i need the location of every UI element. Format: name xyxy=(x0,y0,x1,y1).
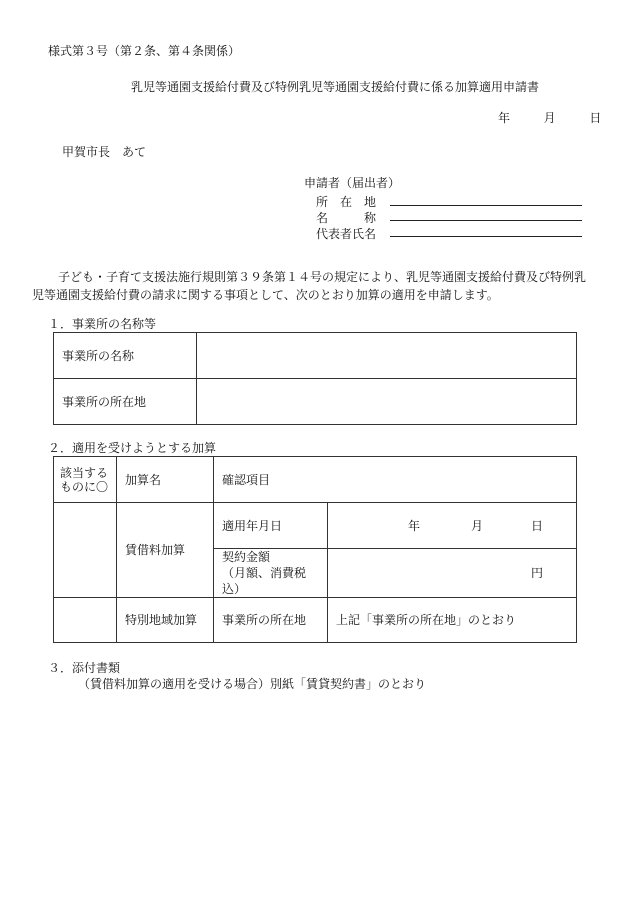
rent-amount-label xyxy=(214,549,328,598)
rent-amount-label-1: 契約金額 xyxy=(222,550,271,564)
table-row xyxy=(54,379,577,425)
rent-applicable-cell[interactable] xyxy=(54,503,117,598)
applicant-rep-label: 代表者氏名 xyxy=(316,227,377,241)
rent-date-field[interactable] xyxy=(328,503,577,549)
rent-month: 月 xyxy=(471,518,484,533)
rent-amount-label-2: （月額、消費税込） xyxy=(222,566,307,596)
col-check-header: 確認項目 xyxy=(214,457,577,503)
body-paragraph: 子ども・子育て支援法施行規則第３９条第１４号の規定により、乳児等通園支援給付費及び特例乳児等通園支援給付費の請求に関する事項として、次のとおり加算の適用を申請します。 xyxy=(32,270,587,302)
table-row xyxy=(54,333,577,379)
applicant-name-label: 名 称 xyxy=(316,211,377,225)
rent-addition-name: 賃借料加算 xyxy=(117,503,214,598)
special-item-label: 事業所の所在地 xyxy=(214,598,328,643)
date-month: 月 xyxy=(543,111,556,125)
addressee: 甲賀市長 あて xyxy=(62,145,147,159)
table-row xyxy=(54,598,577,643)
date-line xyxy=(498,112,601,124)
date-day: 日 xyxy=(589,111,602,125)
attachment-note: （賃借料加算の適用を受ける場合）別紙「賃貸契約書」のとおり xyxy=(78,677,427,691)
date-year: 年 xyxy=(498,111,511,125)
col-name-header: 加算名 xyxy=(117,457,214,503)
facility-table xyxy=(53,332,577,425)
rent-amount-unit: 円 xyxy=(531,566,544,580)
rent-date-label: 適用年月日 xyxy=(214,503,328,549)
facility-address-label: 事業所の所在地 xyxy=(54,379,197,425)
table-row xyxy=(54,503,577,549)
applicant-address-label: 所 在 地 xyxy=(316,195,377,209)
rent-day: 日 xyxy=(531,518,544,533)
section2-heading: ２．適用を受けようとする加算 xyxy=(48,441,217,455)
section3-heading: ３．添付書類 xyxy=(48,661,121,675)
special-item-value: 上記「事業所の所在地」のとおり xyxy=(328,598,577,643)
facility-name-label: 事業所の名称 xyxy=(54,333,197,379)
rent-year: 年 xyxy=(408,518,421,533)
special-addition-name: 特別地域加算 xyxy=(117,598,214,643)
applicant-name-field[interactable] xyxy=(390,220,582,221)
col-applicable-header: 該当する ものに〇 xyxy=(54,457,117,503)
rent-amount-field[interactable] xyxy=(328,549,577,598)
facility-name-field[interactable] xyxy=(197,333,577,379)
form-number: 様式第３号（第２条、第４条関係） xyxy=(48,44,241,58)
section1-heading: １．事業所の名称等 xyxy=(48,317,157,331)
special-applicable-cell[interactable] xyxy=(54,598,117,643)
table-row xyxy=(54,457,577,503)
applicant-address-field[interactable] xyxy=(390,205,582,206)
applicant-rep-field[interactable] xyxy=(390,236,582,237)
facility-address-field[interactable] xyxy=(197,379,577,425)
applicant-heading: 申請者（届出者） xyxy=(304,176,401,190)
addition-table xyxy=(53,456,577,643)
document-title: 乳児等通園支援給付費及び特例乳児等通園支援給付費に係る加算適用申請書 xyxy=(130,80,539,94)
